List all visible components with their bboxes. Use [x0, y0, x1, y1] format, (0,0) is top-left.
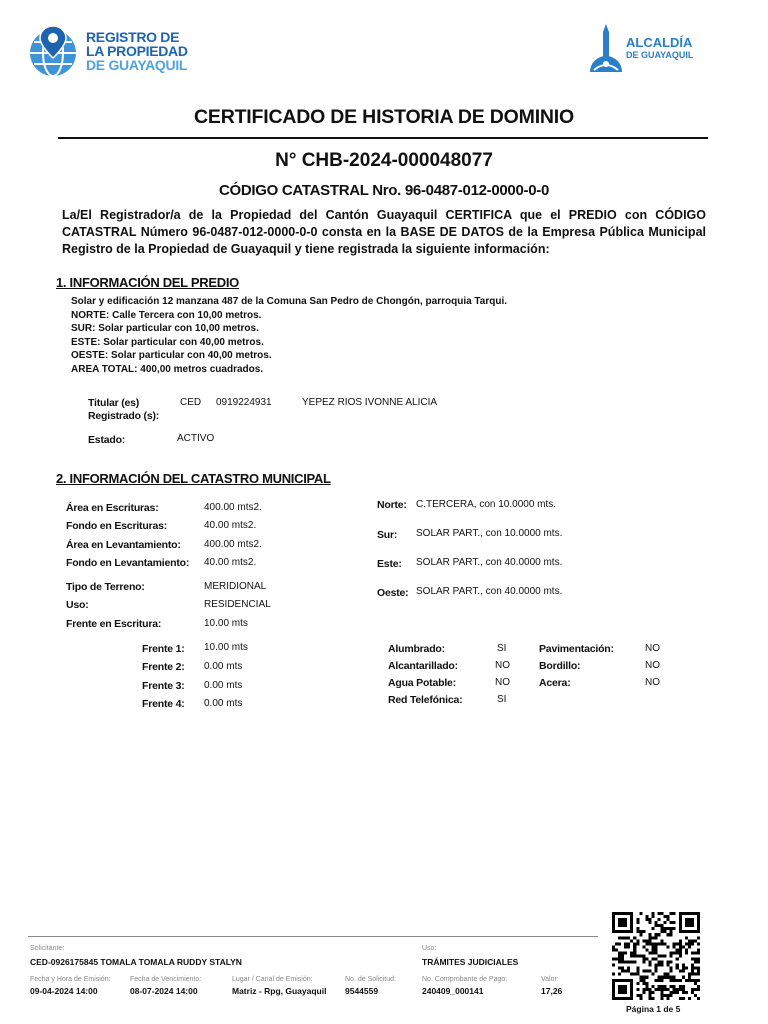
comprobante-label: No. Comprobante de Pago: [422, 976, 508, 983]
tipo-terreno-label: Tipo de Terreno: [66, 581, 145, 593]
bordillo-value: NO [645, 660, 660, 671]
fondo-levantamiento-value: 40.00 mts2. [204, 557, 257, 568]
page-number: Página 1 de 5 [626, 1004, 681, 1014]
area-levantamiento-value: 400.00 mts2. [204, 539, 262, 550]
titular-name: YEPEZ RIOS IVONNE ALICIA [302, 397, 438, 408]
comprobante-value: 240409_000141 [422, 986, 484, 996]
logo-right-line1: ALCALDÍA [626, 35, 693, 50]
alcantarillado-value: NO [495, 660, 510, 671]
frente4-value: 0.00 mts [204, 698, 243, 709]
frente3-label: Frente 3: [142, 680, 185, 692]
property-line: NORTE: Calle Tercera con 10,00 metros. [71, 309, 262, 321]
frente1-value: 10.00 mts [204, 642, 248, 653]
logo-left-line2: LA PROPIEDAD [86, 43, 188, 59]
registro-propiedad-logo [26, 24, 188, 78]
bordillo-label: Bordillo: [539, 660, 581, 672]
alumbrado-value: SI [497, 643, 507, 654]
pavimentacion-value: NO [645, 643, 660, 654]
este-label: Este: [377, 558, 402, 570]
property-line: ESTE: Solar particular con 40,00 metros. [71, 336, 264, 348]
frente-escritura-label: Frente en Escritura: [66, 618, 162, 630]
titular-label: Titular (es) [88, 397, 140, 409]
solicitante-label: Solicitante: [30, 945, 65, 952]
frente4-label: Frente 4: [142, 698, 185, 710]
doc-number: 0919224931 [216, 397, 272, 408]
cadastral-code: CÓDIGO CATASTRAL Nro. 96-0487-012-0000-0-0 [218, 182, 549, 199]
registrado-label: Registrado (s): [88, 410, 160, 422]
norte-value: C.TERCERA, con 10.0000 mts. [416, 499, 557, 510]
fecha-vencimiento-value: 08-07-2024 14:00 [130, 986, 198, 996]
frente-escritura-value: 10.00 mts [204, 618, 248, 629]
alcaldia-logo [588, 22, 693, 76]
este-value: SOLAR PART., con 40.0000 mts. [416, 557, 563, 568]
alcantarillado-label: Alcantarillado: [388, 660, 458, 672]
property-description [71, 295, 507, 377]
frente1-label: Frente 1: [142, 643, 185, 655]
alumbrado-label: Alumbrado: [388, 643, 445, 655]
solicitud-value: 9544559 [345, 986, 379, 996]
oeste-value: SOLAR PART., con 40.0000 mts. [416, 586, 563, 597]
solicitud-label: No. de Solicitud: [345, 976, 396, 983]
property-line: OESTE: Solar particular con 40,00 metros. [71, 350, 272, 362]
solicitante-value: CED-0926175845 TOMALA TOMALA RUDDY STALYN [30, 957, 242, 967]
intro-paragraph: La/El Registrador/a de la Propiedad del Cantón Guayaquil CERTIFICA que el PREDIO con CÓDIGO CATASTRAL Número 96-0487-012-0000-0-0 consta en la BASE DE DATOS de la Empresa Pública Municipal Registro de la Propiedad de Guayaquil y tiene registrada la siguiente información: [62, 208, 706, 256]
uso-footer-value: TRÁMITES JUDICIALES [422, 957, 519, 967]
fondo-escrituras-value: 40.00 mts2. [204, 520, 257, 531]
pavimentacion-label: Pavimentación: [539, 643, 614, 655]
property-line: SUR: Solar particular con 10,00 metros. [71, 323, 259, 335]
frente2-label: Frente 2: [142, 661, 185, 673]
certificate-number: N° CHB-2024-000048077 [275, 150, 493, 171]
property-line: AREA TOTAL: 400,00 metros cuadrados. [71, 363, 264, 375]
title-divider [58, 137, 708, 139]
footer-divider [28, 936, 598, 937]
fecha-emision-value: 09-04-2024 14:00 [30, 986, 98, 996]
valor-value: 17,26 [541, 986, 563, 996]
lighthouse-icon [588, 22, 624, 76]
uso-footer-label: Uso: [422, 945, 437, 952]
tipo-terreno-value: MERIDIONAL [204, 581, 267, 592]
document-title: CERTIFICADO DE HISTORIA DE DOMINIO [194, 106, 574, 128]
red-telefonica-label: Red Telefónica: [388, 694, 463, 706]
acera-value: NO [645, 677, 660, 688]
agua-potable-label: Agua Potable: [388, 677, 456, 689]
red-telefonica-value: SI [497, 694, 507, 705]
qr-code-icon [612, 912, 700, 1000]
sur-label: Sur: [377, 529, 398, 541]
logo-left-line1: REGISTRO DE [86, 29, 180, 45]
oeste-label: Oeste: [377, 587, 409, 599]
lugar-emision-value: Matriz - Rpg, Guayaquil [232, 986, 327, 996]
estado-label: Estado: [88, 434, 126, 446]
frente3-value: 0.00 mts [204, 680, 243, 691]
logo-left-line3: DE GUAYAQUIL [86, 57, 188, 73]
estado-value: ACTIVO [177, 433, 215, 444]
fondo-levantamiento-label: Fondo en Levantamiento: [66, 557, 190, 569]
uso-value: RESIDENCIAL [204, 599, 271, 610]
norte-label: Norte: [377, 499, 407, 511]
acera-label: Acera: [539, 677, 571, 689]
property-line: Solar y edificación 12 manzana 487 de la Comuna San Pedro de Chongón, parroquia Tarqui. [71, 296, 508, 307]
agua-potable-value: NO [495, 677, 510, 688]
fecha-vencimiento-label: Fecha de Vencimiento: [130, 976, 202, 983]
logo-right-line2: DE GUAYAQUIL [626, 50, 694, 60]
section2-heading: 2. INFORMACIÓN DEL CATASTRO MUNICIPAL [56, 471, 331, 486]
area-escrituras-label: Área en Escrituras: [66, 502, 159, 514]
area-escrituras-value: 400.00 mts2. [204, 502, 262, 513]
uso-label: Uso: [66, 599, 89, 611]
section1-heading: 1. INFORMACIÓN DEL PREDIO [56, 275, 239, 290]
fecha-emision-label: Fecha y Hora de Emisión: [30, 976, 111, 983]
valor-label: Valor: [541, 976, 559, 983]
lugar-emision-label: Lugar / Canal de Emisión: [232, 976, 313, 983]
area-levantamiento-label: Área en Levantamiento: [66, 539, 181, 551]
fondo-escrituras-label: Fondo en Escrituras: [66, 520, 168, 532]
frente2-value: 0.00 mts [204, 661, 243, 672]
globe-pin-icon [26, 24, 80, 78]
doc-type: CED [180, 397, 202, 408]
sur-value: SOLAR PART., con 10.0000 mts. [416, 528, 563, 539]
